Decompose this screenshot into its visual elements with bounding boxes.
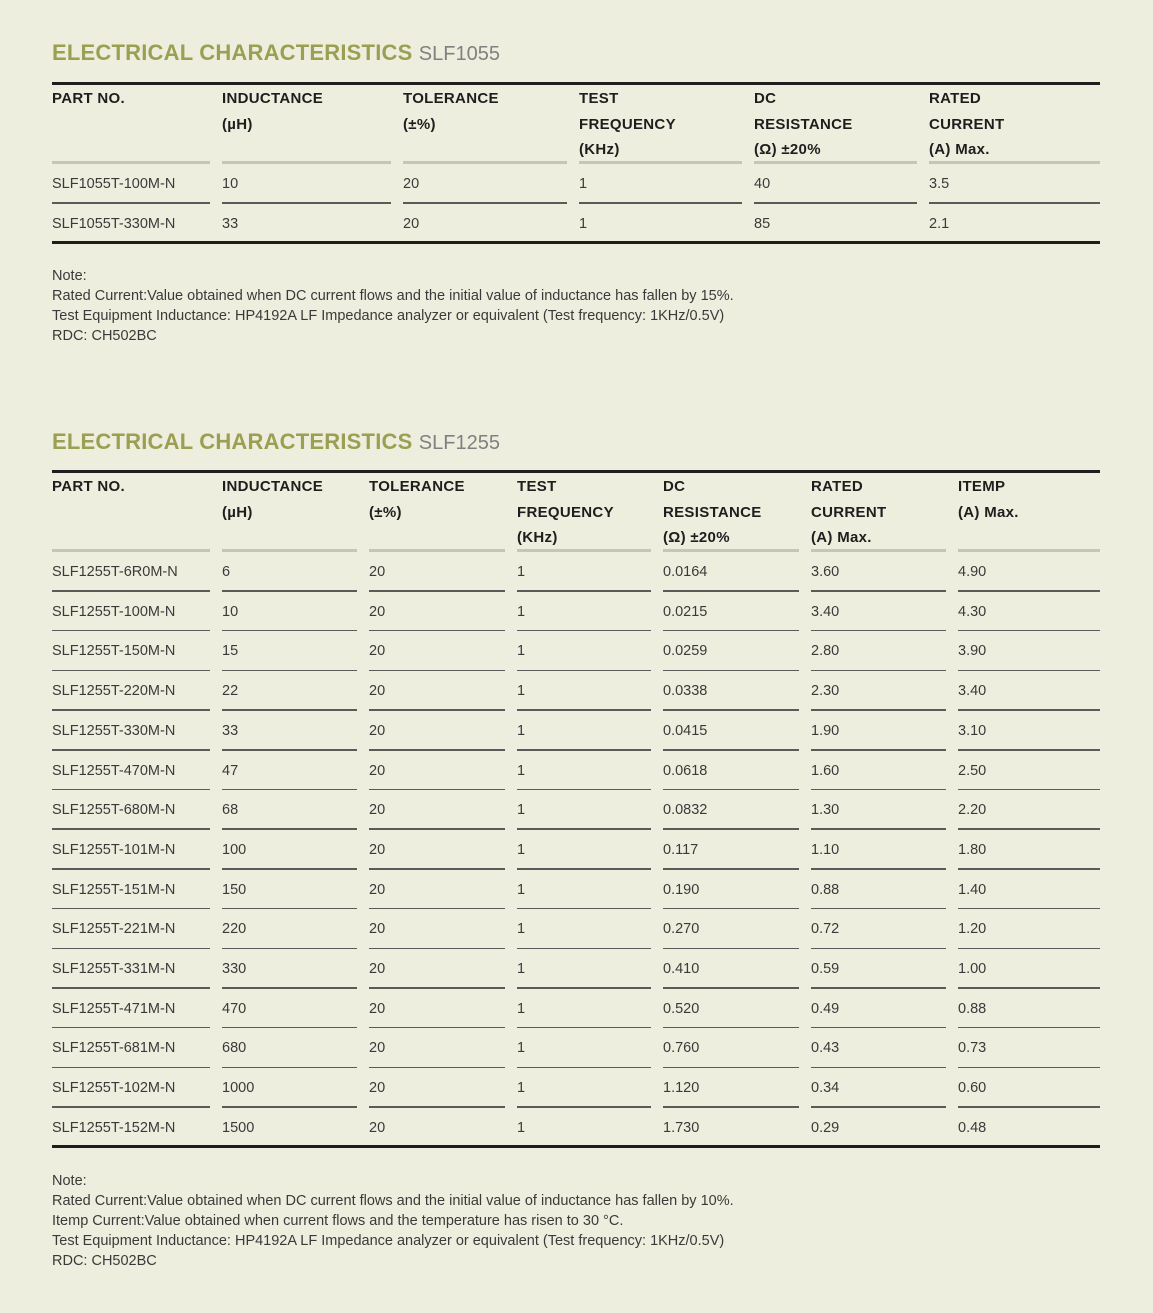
table-cell: 20 [369,841,386,858]
row-divider [52,1067,210,1069]
table-cell: 1 [517,603,526,620]
row-divider [663,590,799,592]
row-divider [958,1106,1100,1108]
table-cell: 0.520 [663,1000,700,1017]
table-cell: 1.00 [958,961,987,977]
row-divider [52,789,210,791]
part-number-cell: SLF1255T-100M-N [52,603,176,620]
row-divider [663,828,799,830]
part-number-cell: SLF1055T-100M-N [52,176,176,192]
table-bottom-rule [52,241,1100,244]
row-divider [369,868,505,870]
row-divider [517,1106,651,1108]
row-divider [754,202,917,204]
row-divider [403,202,567,204]
row-divider [811,709,946,711]
table-cell: 3.60 [811,564,840,580]
row-divider [663,789,799,791]
table-cell: 22 [222,683,239,700]
table-cell: 0.88 [958,1000,987,1017]
table-cell: 20 [369,564,386,580]
table-cell: 20 [369,921,386,938]
column-header: DC RESISTANCE (Ω) ±20% [754,90,853,158]
table-bottom-rule [52,1145,1100,1148]
table-cell: 20 [369,1119,386,1136]
table-cell: 330 [222,961,247,977]
row-divider [369,828,505,830]
row-divider [222,709,357,711]
table-cell: 0.73 [958,1040,987,1057]
row-divider [222,1106,357,1108]
header-underline [369,549,505,552]
section-title [52,40,500,67]
column-header: PART NO. [52,90,125,107]
row-divider [517,709,651,711]
table-cell: 0.72 [811,921,840,938]
column-header: TOLERANCE (±%) [369,478,465,521]
table-cell: 1 [517,1040,526,1057]
part-number-cell: SLF1255T-331M-N [52,961,176,977]
table-cell: 1.40 [958,881,987,898]
row-divider [811,1027,946,1029]
row-divider [579,202,742,204]
table-cell: 2.50 [958,762,987,779]
part-number-cell: SLF1255T-470M-N [52,762,176,779]
table-cell: 0.48 [958,1119,987,1136]
title-text: ELECTRICAL CHARACTERISTICS [52,40,413,65]
table-cell: 0.0259 [663,643,708,660]
row-divider [958,709,1100,711]
row-divider [811,590,946,592]
row-divider [811,789,946,791]
table-cell: 0.29 [811,1119,840,1136]
table-cell: 6 [222,564,231,580]
row-divider [958,908,1100,910]
row-divider [369,987,505,989]
table-cell: 2.30 [811,683,840,700]
table-cell: 1.30 [811,802,840,819]
column-header: RATED CURRENT (A) Max. [811,478,887,546]
table-cell: 100 [222,841,247,858]
row-divider [222,590,357,592]
row-divider [52,590,210,592]
table-cell: 68 [222,802,239,819]
column-header: INDUCTANCE (µH) [222,90,324,133]
column-header: INDUCTANCE (µH) [222,478,324,521]
part-number-cell: SLF1255T-680M-N [52,802,176,819]
row-divider [517,630,651,632]
table-cell: 3.40 [811,603,840,620]
row-divider [663,1027,799,1029]
header-underline [222,161,391,164]
table-cell: 0.117 [663,841,699,858]
row-divider [958,789,1100,791]
row-divider [222,789,357,791]
row-divider [369,1106,505,1108]
table-cell: 1 [517,564,526,580]
column-header: ITEMP (A) Max. [958,478,1019,521]
row-divider [222,670,357,672]
table-cell: 4.90 [958,564,987,580]
row-divider [958,948,1100,950]
table-cell: 20 [369,762,386,779]
part-number-cell: SLF1255T-102M-N [52,1080,176,1097]
part-number-cell: SLF1255T-152M-N [52,1119,176,1136]
row-divider [52,868,210,870]
table-cell: 1 [517,961,526,977]
table-cell: 20 [369,683,386,700]
part-number-cell: SLF1255T-221M-N [52,921,176,938]
table-cell: 3.5 [929,176,950,192]
row-divider [517,1027,651,1029]
row-divider [222,828,357,830]
row-divider [52,202,210,204]
part-number-cell: SLF1255T-471M-N [52,1000,176,1017]
note-line: Rated Current:Value obtained when DC current flows and the initial value of inductance has fallen by 10%. [52,1193,734,1209]
column-header: TEST FREQUENCY (KHz) [517,478,614,546]
part-number-cell: SLF1255T-101M-N [52,841,176,858]
row-divider [663,868,799,870]
table-cell: 1000 [222,1080,255,1097]
row-divider [369,908,505,910]
table-cell: 0.0215 [663,603,708,620]
table-cell: 40 [754,176,771,192]
row-divider [369,1027,505,1029]
row-divider [222,749,357,751]
table-cell: 0.410 [663,961,700,977]
table-cell: 85 [754,215,771,232]
table-cell: 0.49 [811,1000,840,1017]
row-divider [222,908,357,910]
table-cell: 0.0415 [663,722,708,739]
table-cell: 0.34 [811,1080,840,1097]
row-divider [811,868,946,870]
column-header: DC RESISTANCE (Ω) ±20% [663,478,762,546]
row-divider [369,948,505,950]
row-divider [958,1027,1100,1029]
table-cell: 1 [517,722,526,739]
row-divider [517,1067,651,1069]
row-divider [369,630,505,632]
row-divider [958,630,1100,632]
table-cell: 1.10 [811,841,840,858]
row-divider [517,590,651,592]
title-text: ELECTRICAL CHARACTERISTICS [52,429,413,454]
row-divider [958,987,1100,989]
column-header: TOLERANCE (±%) [403,90,499,133]
header-underline [403,161,567,164]
part-number-cell: SLF1255T-151M-N [52,881,176,898]
table-cell: 20 [369,722,386,739]
row-divider [222,1027,357,1029]
row-divider [52,709,210,711]
table-cell: 20 [369,1040,386,1057]
table-cell: 1 [517,921,526,938]
row-divider [929,202,1100,204]
table-cell: 1500 [222,1119,255,1136]
header-underline [929,161,1100,164]
row-divider [811,670,946,672]
header-underline [52,161,210,164]
model-name: SLF1055 [418,43,500,65]
row-divider [811,1106,946,1108]
row-divider [958,828,1100,830]
table-cell: 15 [222,643,239,660]
table-cell: 20 [369,881,386,898]
table-cell: 220 [222,921,247,938]
note-line: RDC: CH502BC [52,1253,157,1269]
table-cell: 20 [369,1000,386,1017]
row-divider [369,1067,505,1069]
table-cell: 0.43 [811,1040,840,1057]
model-name: SLF1255 [418,432,500,454]
table-cell: 1.80 [958,841,987,858]
column-header: RATED CURRENT (A) Max. [929,90,1005,158]
table-cell: 0.0832 [663,802,708,819]
table-cell: 10 [222,603,239,620]
table-cell: 3.10 [958,722,987,739]
row-divider [811,630,946,632]
row-divider [222,630,357,632]
part-number-cell: SLF1255T-220M-N [52,683,176,700]
row-divider [52,1106,210,1108]
row-divider [517,987,651,989]
row-divider [517,908,651,910]
note-heading: Note: [52,1173,87,1189]
row-divider [52,1027,210,1029]
row-divider [958,1067,1100,1069]
row-divider [222,987,357,989]
table-cell: 1.730 [663,1119,700,1136]
row-divider [52,948,210,950]
table-cell: 0.760 [663,1040,700,1057]
header-underline [222,549,357,552]
row-divider [958,749,1100,751]
row-divider [369,749,505,751]
row-divider [369,670,505,672]
table-cell: 3.90 [958,643,987,660]
table-cell: 1 [517,643,526,660]
table-cell: 0.59 [811,961,840,977]
table-cell: 1 [517,802,526,819]
table-cell: 20 [369,603,386,620]
row-divider [517,789,651,791]
row-divider [958,590,1100,592]
table-cell: 1.120 [663,1080,700,1097]
table-cell: 1.90 [811,722,840,739]
row-divider [52,908,210,910]
table-cell: 4.30 [958,603,987,620]
header-underline [517,549,651,552]
part-number-cell: SLF1255T-681M-N [52,1040,176,1057]
row-divider [222,202,391,204]
row-divider [663,670,799,672]
table-cell: 1 [579,176,588,192]
row-divider [663,948,799,950]
table-cell: 0.88 [811,881,840,898]
table-cell: 1 [517,762,526,779]
table-cell: 0.0164 [663,564,708,580]
part-number-cell: SLF1055T-330M-N [52,215,176,232]
row-divider [517,868,651,870]
table-cell: 1 [517,881,526,898]
row-divider [52,630,210,632]
note-line: RDC: CH502BC [52,328,157,344]
row-divider [958,670,1100,672]
header-underline [811,549,946,552]
part-number-cell: SLF1255T-150M-N [52,643,176,660]
table-cell: 20 [403,215,420,232]
row-divider [369,590,505,592]
table-cell: 20 [403,176,420,192]
table-top-rule [52,470,1100,473]
row-divider [517,670,651,672]
table-cell: 0.270 [663,921,700,938]
table-cell: 1.20 [958,921,987,938]
row-divider [663,1106,799,1108]
header-underline [958,549,1100,552]
table-cell: 1 [517,1080,526,1097]
row-divider [369,789,505,791]
table-cell: 1 [517,1119,526,1136]
table-cell: 3.40 [958,683,987,700]
table-cell: 0.0338 [663,683,708,700]
table-cell: 1 [579,215,588,232]
section-title [52,429,500,456]
row-divider [222,1067,357,1069]
row-divider [52,749,210,751]
table-cell: 2.1 [929,215,950,232]
row-divider [663,749,799,751]
header-underline [754,161,917,164]
table-cell: 0.60 [958,1080,987,1097]
table-cell: 1 [517,841,526,858]
table-cell: 2.80 [811,643,840,660]
table-cell: 47 [222,762,239,779]
row-divider [222,868,357,870]
header-underline [663,549,799,552]
row-divider [52,987,210,989]
column-header: PART NO. [52,478,125,495]
note-line: Itemp Current:Value obtained when current flows and the temperature has risen to 30 °C. [52,1213,624,1229]
table-cell: 0.0618 [663,762,708,779]
table-cell: 1 [517,1000,526,1017]
part-number-cell: SLF1255T-330M-N [52,722,176,739]
table-cell: 2.20 [958,802,987,819]
note-heading: Note: [52,268,87,284]
table-cell: 470 [222,1000,247,1017]
row-divider [222,948,357,950]
header-underline [52,549,210,552]
column-header: TEST FREQUENCY (KHz) [579,90,676,158]
table-cell: 10 [222,176,239,192]
row-divider [517,828,651,830]
row-divider [663,987,799,989]
row-divider [811,948,946,950]
table-cell: 1.60 [811,762,840,779]
table-cell: 33 [222,722,239,739]
row-divider [811,987,946,989]
row-divider [663,1067,799,1069]
table-cell: 20 [369,1080,386,1097]
row-divider [517,749,651,751]
row-divider [663,630,799,632]
part-number-cell: SLF1255T-6R0M-N [52,564,178,580]
table-cell: 20 [369,802,386,819]
row-divider [811,828,946,830]
note-line: Rated Current:Value obtained when DC current flows and the initial value of inductance has fallen by 15%. [52,288,734,304]
table-cell: 20 [369,643,386,660]
note-line: Test Equipment Inductance: HP4192A LF Impedance analyzer or equivalent (Test frequency: 1KHz/0.5V) [52,308,725,324]
row-divider [52,828,210,830]
row-divider [369,709,505,711]
row-divider [958,868,1100,870]
row-divider [811,908,946,910]
table-cell: 33 [222,215,239,232]
table-cell: 20 [369,961,386,977]
row-divider [663,709,799,711]
row-divider [811,1067,946,1069]
header-underline [579,161,742,164]
table-cell: 0.190 [663,881,700,898]
table-cell: 680 [222,1040,247,1057]
table-top-rule [52,82,1100,85]
table-cell: 1 [517,683,526,700]
table-cell: 150 [222,881,247,898]
row-divider [811,749,946,751]
row-divider [517,948,651,950]
row-divider [663,908,799,910]
note-line: Test Equipment Inductance: HP4192A LF Impedance analyzer or equivalent (Test frequency: 1KHz/0.5V) [52,1233,725,1249]
row-divider [52,670,210,672]
